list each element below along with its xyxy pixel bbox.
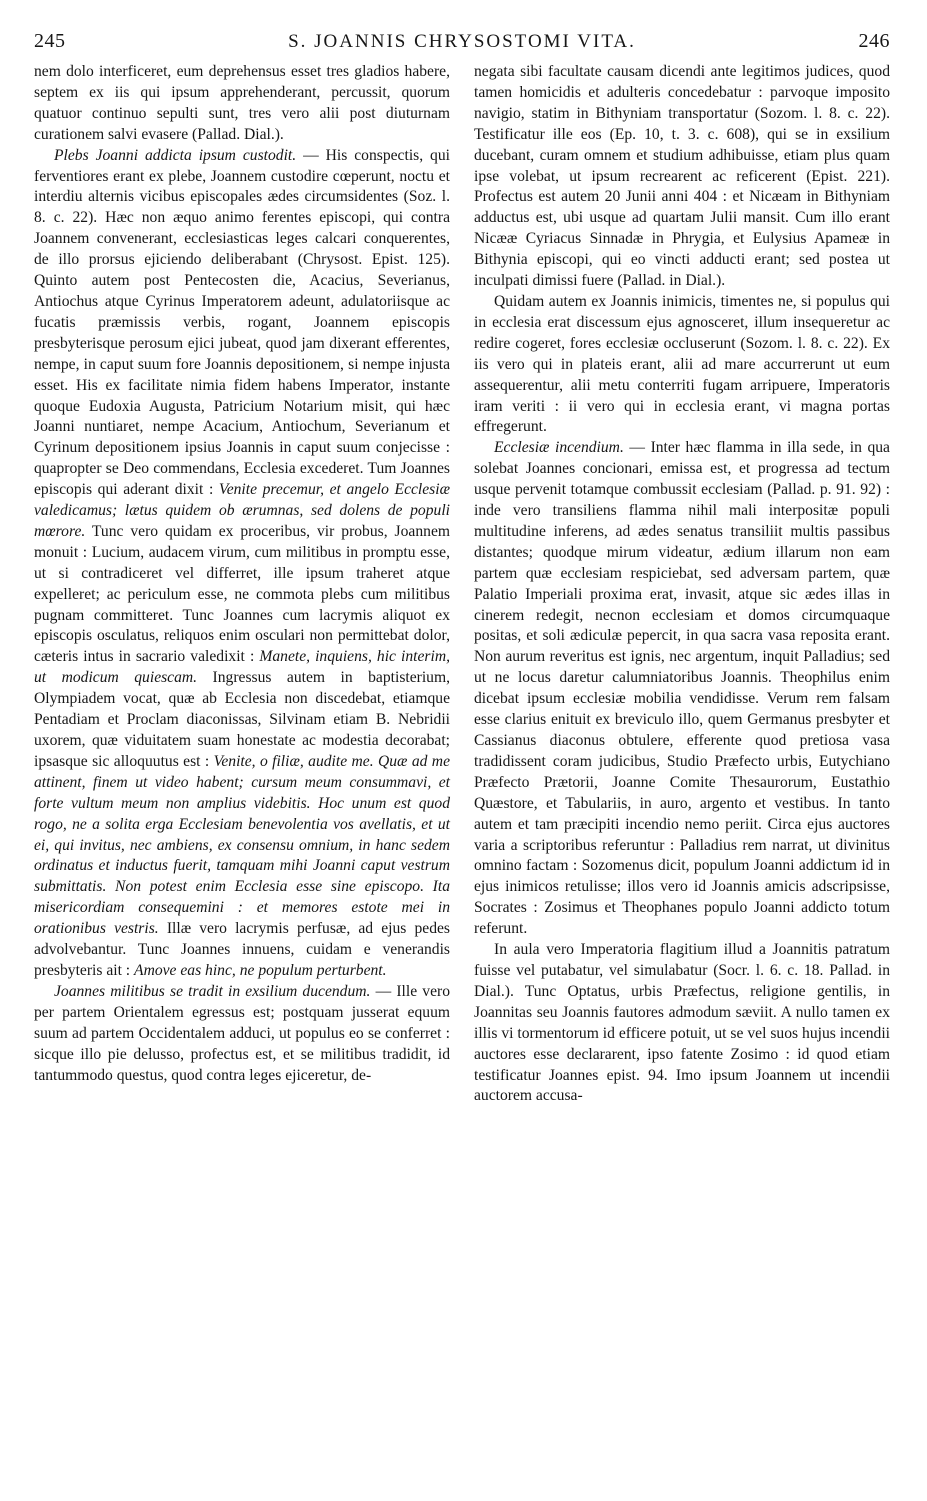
paragraph-text: Illæ vero lacrymis perfusæ, ad ejus pedes advolvebantur. Tunc Joannes innuens, cuidam e venerandis presbyteris ait : (34, 920, 450, 979)
left-column (34, 62, 450, 1107)
quotation: Manete, inquiens, hic interim, ut modicum quiescam. (34, 648, 450, 687)
text-columns (34, 62, 890, 1107)
paragraph-text: Ingressus autem in baptisterium, Olympiadem vocat, quæ ab Ecclesia non discedebat, etiamque Pentadiam et Proclam diaconissas, Silvinam etiam B. Nebridii uxorem, quæ viduitatem suam honestate ac modestia decorabat; ipsasque sic alloquutus est : (34, 669, 450, 770)
paragraph: Quidam autem ex Joannis inimicis, timentes ne, si populus qui in ecclesia erat discessum ejus agnosceret, illum insequeretur ac redire cogeret, fores ecclesiæ occluserunt (Sozom. l. 8. c. 22). Ex iis vero qui in plateis erant, alii ad mare accurrerunt ut eum assequerentur, alii metu conterriti fugam arripuere, Imperatoris iram veriti : ii vero qui in ecclesia erant, vi magna portas effregerunt. (474, 292, 890, 436)
quotation: Amove eas hinc, ne populum perturbent. (134, 961, 387, 979)
paragraph-text: — Ille vero per partem Orientalem egressus est; postquam jusserat equum suum ad partem Occidentalem adduci, ut populus eo se conferret : sicque illo pie delusso, profectus est, et se militibus tradidit, id tantummodo questus, quod contra leges ejiceretur, de- (34, 982, 450, 1084)
section-heading: Joannes militibus se tradit in exsilium ducendum. (54, 982, 371, 1000)
quotation: Venite precemur, et angelo Ecclesiæ valedicamus; lætus quidem ob ærumnas, sed dolens de populi mœrore. (34, 481, 450, 540)
paragraph (474, 438, 890, 940)
paragraph (34, 982, 450, 1087)
page-number-right: 246 (858, 30, 890, 52)
page-number-left: 245 (34, 30, 66, 52)
paragraph: In aula vero Imperatoria flagitium illud a Joannitis patratum fuisse vel putabatur, vel simulabatur (Socr. l. 6. c. 18. Pallad. in Dial.). Tunc Optatus, urbis Præfectus, religione gentilis, in Joannitas seu Joannis fautores admodum sæviit. A nullo tamen ex illis vi tormentorum id efficere potuit, ut se vel suos hujus incendii auctores esse declararent, ipso fatente Zosimo : id quod etiam testificatur Joannes epist. 94. Imo ipsum Joannem ut incendii auctorem accusa- (474, 941, 890, 1105)
paragraph (34, 146, 450, 982)
section-heading: Ecclesiæ incendium. (494, 439, 624, 457)
running-head (34, 30, 890, 56)
quotation: Venite, o filiæ, audite me. Quæ ad me attinent, finem ut video habent; cursum meum consummavi, et forte vultum meum non amplius videbitis. Hoc unum est quod rogo, ne a solita erga Ecclesiam benevolentia vos avellatis, et ut ei, qui invitus, nec ambiens, ex consensu omnium, in hanc sedem ordinatus et inductus fuerit, tamquam mihi Joanni caput vestrum submittatis. Non potest enim Ecclesia esse sine episcopo. Ita misericordiam consequemini : et memores estote mei in orationibus vestris. (34, 752, 450, 938)
running-title: S. JOANNIS CHRYSOSTOMI VITA. (288, 31, 636, 52)
paragraph: negata sibi facultate causam dicendi ante legitimos judices, quod tamen homicidis et adulteris concedebatur : parvoque imposito navigio, statim in Bithyniam transportatur (Sozom. l. 8. c. 22). Testificatur ille eos (Ep. 10, t. 3. c. 608), qui se in exsilium ducebant, curam omnem et studium adhibuisse, etiam plus quam ipse volebat, ut ipsum recrearent ac reficerent (Epist. 221). Profectus est autem 20 Junii anni 404 : et Nicæam in Bithyniam adductus est, ubi usque ad quartam Julii mansit. Cum illo erant Nicææ Cyriacus Sinnadæ in Phrygia, et Eulysius Apameæ in Bithynia episcopi, qui eo vincti adducti erant; sed postea ut inculpati dimissi fuere (Pallad. in Dial.). (474, 63, 890, 290)
paragraph-text: Tunc vero quidam ex proceribus, vir probus, Joannem monuit : Lucium, audacem virum, cum militibus in promptu esse, ut si contradiceret vel differret, ille ipsum traheret atque expelleret; ac periculum esse, ne commota plebs cum militibus pugnam committeret. Tunc Joannes cum lacrymis aliquot ex episcopis osculatus, reliquos enim osculari non permittebat dolor, cæteris intus in sacrario valedixit : (34, 522, 450, 666)
paragraph-text: — His conspectis, qui ferventiores erant ex plebe, Joannem custodire cœperunt, noctu et interdiu alternis vicibus episcopales ædes circumsidentes (Soz. l. 8. c. 22). Hæc non æquo animo ferentes episcopi, qui contra Joannem convenerant, ecclesiasticas leges calcari conquerentes, de illo prorsus ejiciendo deliberabant (Chrysost. Epist. 125). Quinto autem post Pentecosten die, Acacius, Severianus, Antiochus atque Cyrinus Imperatorem adeunt, adulatoriisque ac fucatis præmissis verbis, rogant, Joannem episcopis presbyterisque perosum ejici jubeat, quod jam dixerant efferentes, nempe, in caput suum fore Joannis depositionem, si nempe injusta esset. His ex facilitate nimia fidem habens Imperator, instante quoque Eudoxia Augusta, Patricium Notarium misit, qui hæc Joanni nuntiaret, nempe Acacium, Antiochum, Severianum et Cyrinum depositionem ipsius Joannis in caput suum conjecisse : quapropter se Deo commendans, Ecclesia excederet. Tum Joannes episcopis qui aderant dixit : (34, 146, 450, 499)
right-column (474, 62, 890, 1107)
section-heading: Plebs Joanni addicta ipsum custodit. (54, 146, 297, 164)
paragraph: nem dolo interficeret, eum deprehensus esset tres gladios habere, septem ex iis qui ipsum apprehenderant, percussit, quorum quatuor continuo sepulti sunt, tres vero alii post diuturnam curationem salvi evasere (Pallad. Dial.). (34, 63, 450, 143)
paragraph-text: — Inter hæc flamma in illa sede, in qua solebat Joannes concionari, emissa est, et progressa ad tectum usque pervenit totamque combussit ecclesiam (Pallad. p. 91. 92) : inde vero transiliens flamma nihil mali interpositæ populi multitudine inferens, ad ædes senatus transiliit multis passibus distantes; quodque mirum videatur, ædium illarum non eam partem quæ ecclesiam respiciebat, sed adversam partem, quæ Palatio Imperiali proxima erat, invasit, atque sic ædes illas in cinerem redegit, necnon ecclesiam et domos circumquaque positas, et soli ædiculæ pepercit, in qua sacra vasa reposita erant. Non aurum reveritus est ignis, nec argentum, inquit Palladius; sed ut ne locus daretur calumniatoribus Joannis. Theophilus enim dicebat ipsum ecclesiæ mobilia vendidisse. Verum rem falsam esse clarius enituit ex breviculo illo, quem Germanus presbyter et Cassianus diaconus obtulere, efferente quod pretiosa vasa tradidissent coram judicibus, Studio Præfecto urbis, Eutychiano Præfecto Prætorii, Joanne Comite Thesaurorum, Eustathio Quæstore, et Tabulariis, in auro, argento et vestibus. In tanto autem et tam præcipiti incendio nemo periit. Circa ejus auctores varia a scriptoribus referuntur : Palladius rem narrat, ut divinitus omnino factam : Sozomenus dicit, populum Joanni addictum id in ejus inimicos retulisse; illos vero id Joannis amicis adscripsisse, Socrates : Zosimus et Theophanes populo Joanni addicto totum referunt. (474, 439, 890, 938)
